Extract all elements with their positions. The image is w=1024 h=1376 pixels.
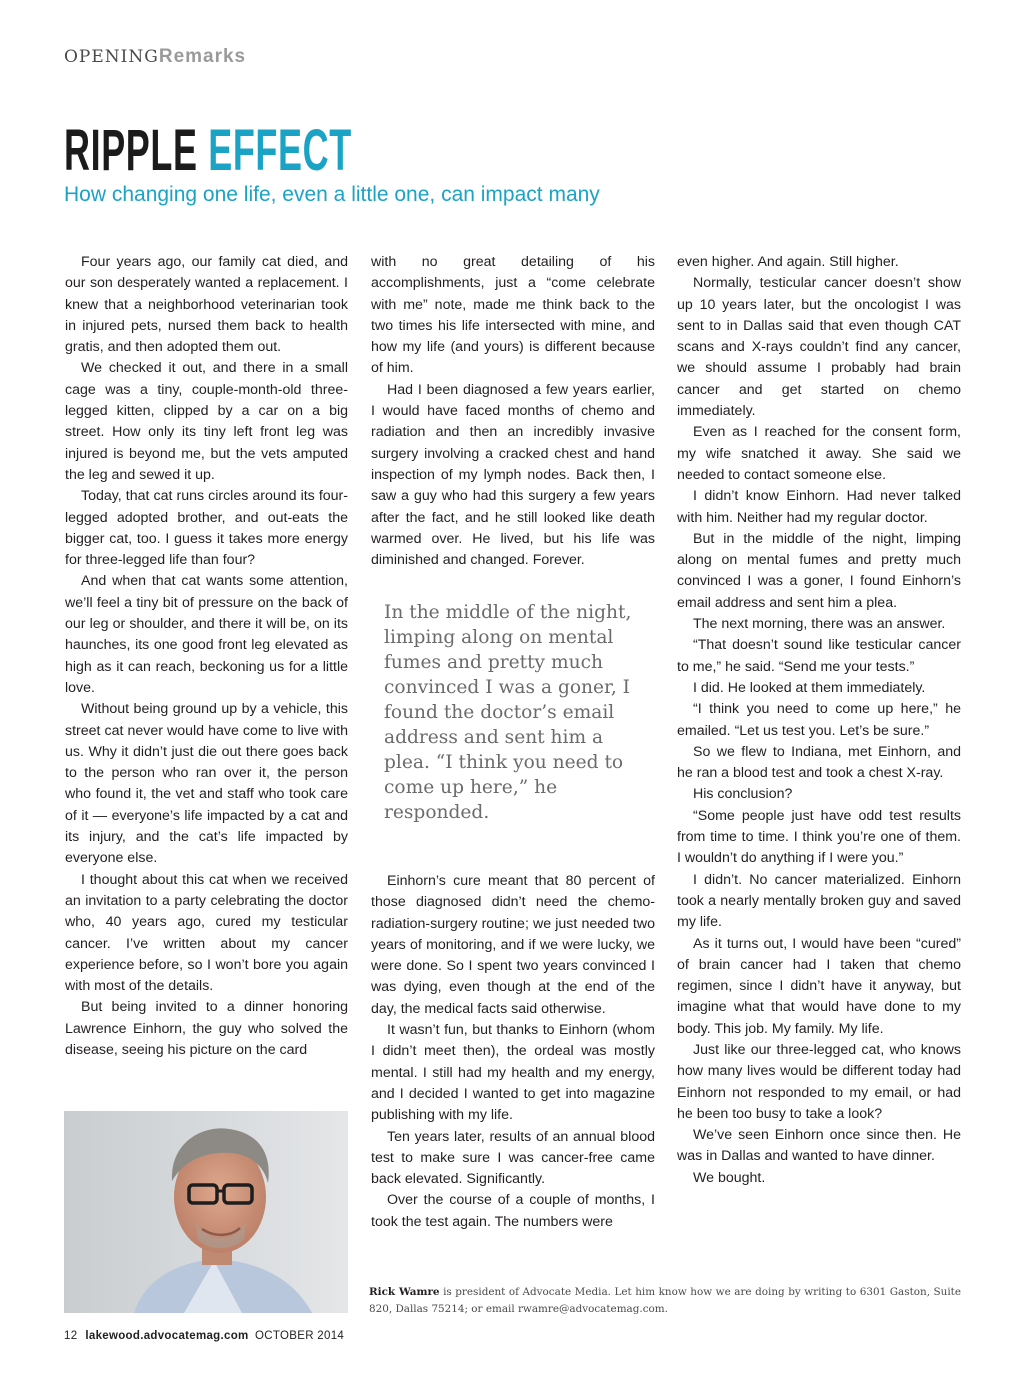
paragraph: Today, that cat runs circles around its four-legged adopted brother, and out-eats the bigger cat, too. I guess it takes more energy for three-legged life than four? bbox=[65, 488, 348, 569]
section-label-opening: OPENING bbox=[64, 47, 159, 67]
paragraph: We checked it out, and there in a small cage was a tiny, couple-month-old three-legged kitten, clipped by a car on a big street. How only its tiny left front leg was injured is beyond me, but the vets amputed the leg and sewed it up. bbox=[65, 360, 348, 483]
paragraph: As it turns out, I would have been “cured” of brain cancer had I taken that chemo regimen, since I didn’t have it anyway, but imagine what that would have done to my body. This job. My family. My life. bbox=[677, 935, 961, 1037]
paragraph: Normally, testicular cancer doesn’t show up 10 years later, but the oncologist I was sent to in Dallas said that even though CAT scans and X-rays couldn’t find any cancer, we should assume I probably had brain cancer and get started on chemo immediately. bbox=[677, 275, 961, 420]
paragraph: Over the course of a couple of months, I took the test again. The numbers were bbox=[371, 1192, 655, 1230]
paragraph: And when that cat wants some attention, we’ll feel a tiny bit of pressure on the back of our leg or shoulder, and there it will be, on its haunches, its one good front leg elevated as high as it can reach, beckoning us for a little love. bbox=[65, 573, 348, 696]
pull-quote: In the middle of the night, limping along on mental fumes and pretty much convinced I was a goner, I found the doctor’s email address and sent him a plea. “I think you need to come up here,” he responded. bbox=[384, 602, 632, 823]
column-1 bbox=[65, 252, 348, 1061]
paragraph: It wasn’t fun, but thanks to Einhorn (whom I didn’t meet then), the ordeal was mostly mental. I still had my health and my energy, and I decided I wanted to get into magazine publishing with my life. bbox=[371, 1022, 655, 1124]
paragraph: I didn’t know Einhorn. Had never talked with him. Neither had my regular doctor. bbox=[677, 488, 961, 526]
page-footer bbox=[64, 1330, 344, 1342]
author-name: Rick Wamre bbox=[369, 1286, 440, 1298]
paragraph: Just like our three-legged cat, who knows how many lives would be different today had Einhorn not responded to my email, or had he been too busy to take a look? bbox=[677, 1041, 961, 1122]
paragraph: But in the middle of the night, limping along on mental fumes and pretty much convinced I was a goner, I found Einhorn’s email address and sent him a plea. bbox=[677, 530, 961, 611]
paragraph: with no great detailing of his accomplishments, just a “come celebrate with me” note, made me think back to the two times his life intersected with mine, and how my life (and yours) is different because of him. bbox=[371, 254, 655, 377]
column-2-top bbox=[371, 252, 655, 571]
author-photo bbox=[64, 1111, 348, 1313]
paragraph: I did. He looked at them immediately. bbox=[693, 679, 926, 696]
paragraph: So we flew to Indiana, met Einhorn, and he ran a blood test and took a chest X-ray. bbox=[677, 743, 961, 782]
section-label bbox=[64, 46, 246, 68]
paragraph: Ten years later, results of an annual blood test to make sure I was cancer-free came back elevated. Significantly. bbox=[371, 1128, 655, 1188]
paragraph: His conclusion? bbox=[693, 786, 793, 803]
article-title bbox=[64, 118, 352, 184]
paragraph: “That doesn’t sound like testicular cancer to me,” he said. “Send me your tests.” bbox=[677, 637, 961, 675]
author-bio bbox=[369, 1284, 961, 1318]
footer-date: OCTOBER 2014 bbox=[255, 1330, 345, 1342]
paragraph: Einhorn’s cure meant that 80 percent of those diagnosed didn’t need the chemo-radiation-surgery routine; we just needed two years of monitoring, and if we were lucky, we were done. So I spent two years convinced I was dying, even though at the end of the day, the medical facts said otherwise. bbox=[371, 873, 655, 1017]
paragraph: Had I been diagnosed a few years earlier, I would have faced months of chemo and radiation and then an incredibly invasive surgery involving a cracked chest and hand inspection of my lymph nodes. Back then, I saw a guy who had this surgery a few years after the fact, and he still looked like death warmed over. He lived, but his life was diminished and changed. Forever. bbox=[371, 381, 655, 569]
column-2-bottom bbox=[371, 871, 655, 1233]
paragraph: Four years ago, our family cat died, and our son desperately wanted a replacement. I knew that a neighborhood veterinarian took in injured pets, nursed them back to health gratis, and then adopted them out. bbox=[65, 254, 348, 356]
paragraph: The next morning, there was an answer. bbox=[693, 616, 946, 633]
paragraph: “I think you need to come up here,” he emailed. “Let us test you. Let’s be sure.” bbox=[677, 701, 961, 739]
paragraph: I didn’t. No cancer materialized. Einhorn took a nearly mentally broken guy and saved my life. bbox=[677, 871, 961, 931]
section-label-remarks: Remarks bbox=[158, 46, 247, 67]
footer-site-link[interactable]: lakewood.advocatemag.com bbox=[85, 1330, 249, 1342]
paragraph: “Some people just have odd test results from time to time. I think you’re one of them. I wouldn’t do anything if I were you.” bbox=[677, 807, 961, 867]
title-word-effect: EFFECT bbox=[208, 118, 352, 183]
column-3 bbox=[677, 252, 961, 1189]
paragraph: We’ve seen Einhorn once since then. He was in Dallas and wanted to have dinner. bbox=[677, 1127, 961, 1165]
page-number: 12 bbox=[64, 1330, 78, 1342]
paragraph: Even as I reached for the consent form, my wife snatched it away. She said we needed to contact someone else. bbox=[677, 424, 961, 483]
paragraph: I thought about this cat when we received an invitation to a party celebrating the doctor who, 40 years ago, cured my testicular cancer. I’ve written about my cancer experience before, so I won’t bore you again with most of the details. bbox=[65, 871, 348, 995]
paragraph: even higher. And again. Still higher. bbox=[677, 254, 899, 270]
article-subtitle: How changing one life, even a little one, can impact many bbox=[64, 183, 600, 206]
paragraph: Without being ground up by a vehicle, this street cat never would have come to live with us. Why it didn’t just die out there goes back to the person who ran over it, the person who found it, the vet and staff who took care of it — everyone’s life impacted by a cat and its injury, and the cat’s life impacted by everyone else. bbox=[65, 701, 348, 867]
title-word-ripple: RIPPLE bbox=[64, 118, 198, 183]
paragraph: We bought. bbox=[693, 1169, 766, 1186]
author-bio-text: is president of Advocate Media. Let him know how we are doing by writing to 6301 Gaston, Suite 820, Dallas 75214; or email rwamre@advocatemag.com. bbox=[369, 1286, 961, 1315]
author-portrait-image bbox=[64, 1111, 348, 1313]
paragraph: But being invited to a dinner honoring Lawrence Einhorn, the guy who solved the disease, seeing his picture on the card bbox=[65, 999, 348, 1058]
